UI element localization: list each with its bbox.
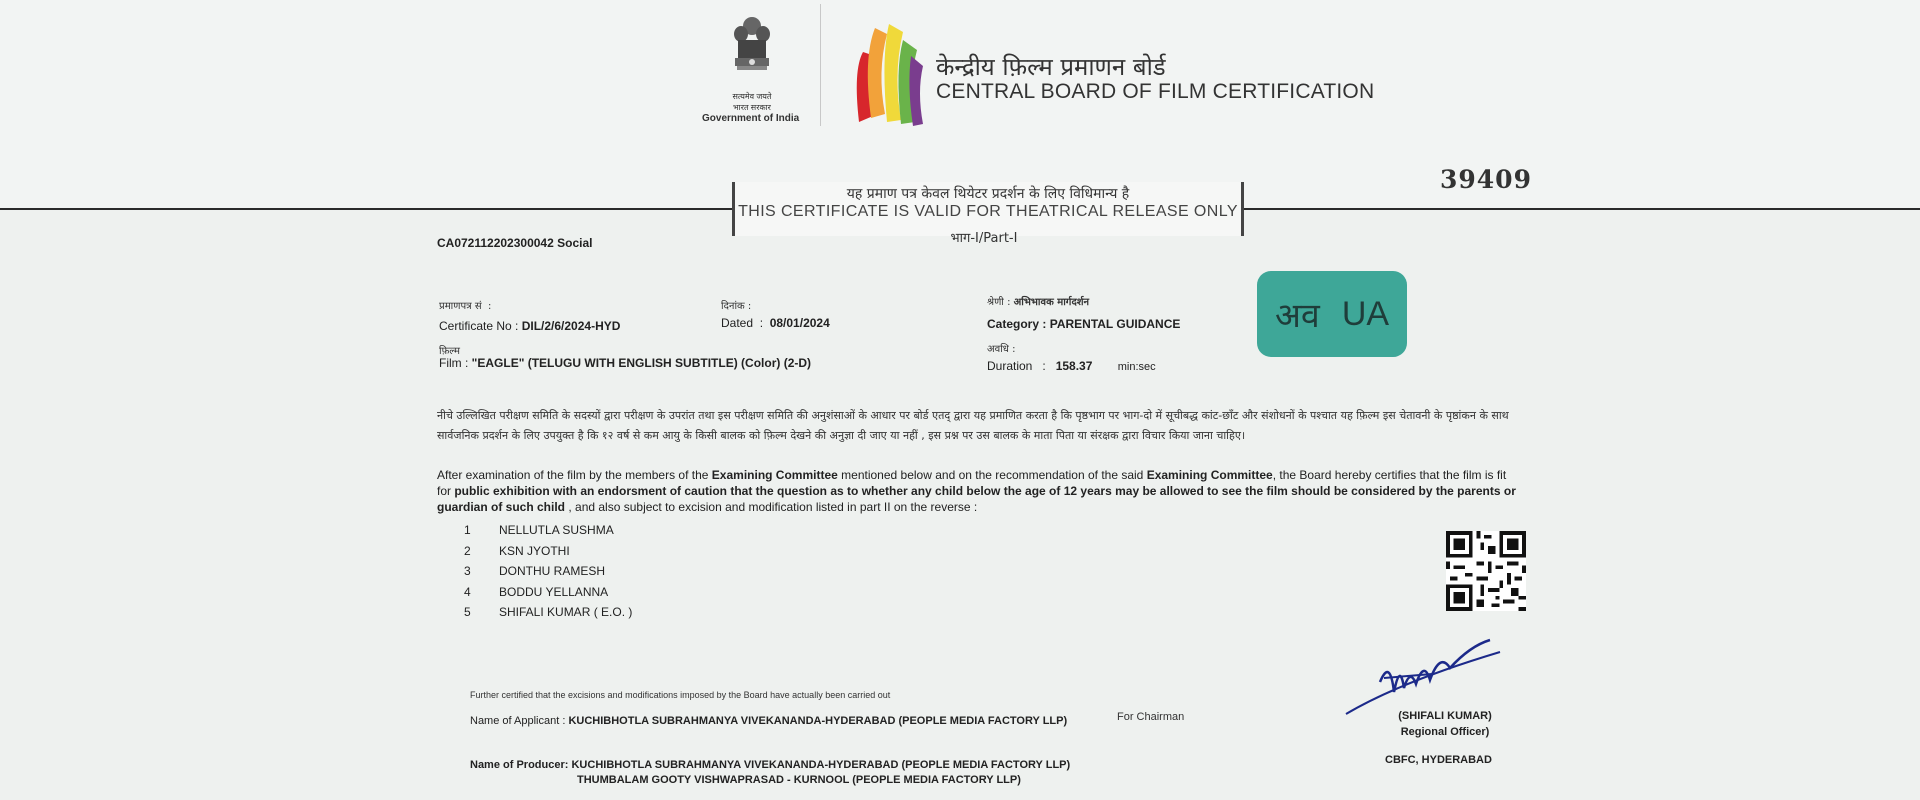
emblem-motto: सत्यमेव जयते [732,92,772,101]
date-hindi-label: दिनांक : [721,301,752,312]
date-value: 08/01/2024 [769,316,830,330]
hindi-certification-text: नीचे उल्लिखित परीक्षण समिति के सदस्यों द्वारा परीक्षण के उपरांत तथा इस परीक्षण समिति की अनुशंसाओं के आधार पर बोर्ड एतद् द्वारा यह प्रमाणित करता है कि पृष्ठभाग पर भाग-दो में सूचीबद्ध कांट-छाँट और संशोधनों के पश्चात यह फ़िल्म इस चेतावनी के पृष्ठांकन के साथ सार्वजनिक प्रदर्शन के लिए उपयुक्त है कि १२ वर्ष से कम आयु के किसी बालक को फ़िल्म देखने की अनुज्ञा दी जाए या नहीं , इस प्रश्न पर उस बालक के माता पिता या संरक्षक द्वारा विचार किया जाना चाहिए। [437,409,1509,442]
board-name-hindi: केन्द्रीय फ़िल्म प्रमाणन बोर्ड [936,53,1166,81]
emblem-bharat: भारत सरकार [733,103,771,112]
qr-code-icon [1446,531,1526,611]
applicant-name: KUCHIBHOTLA SUBRAHMANYA VIVEKANANDA-HYDERABAD (PEOPLE MEDIA FACTORY LLP) [568,715,1068,727]
cert-no-row [439,319,620,333]
duration-value: 158.37 [1055,359,1093,373]
left-rule [0,208,732,210]
cert-no-label: Certificate No : [439,319,519,333]
category-row: Category : PARENTAL GUIDANCE [987,317,1181,331]
film-hindi-label: फ़िल्म [439,346,460,357]
cert-no-value: DIL/2/6/2024-HYD [521,319,621,333]
duration-label: Duration [987,359,1033,373]
validity-hindi: यह प्रमाण पत्र केवल थियेटर प्रदर्शन के लिए विधिमान्य है [846,186,1130,202]
board-name-english: CENTRAL BOARD OF FILM CERTIFICATION [936,80,1375,103]
list-item: 4 BODDU YELLANNA [464,584,609,599]
list-item: 2 KSN JYOTHI [464,543,570,558]
english-certification-text: After examination of the film by the members of the Examining Committee mentioned below and on the recommendation of the said Examining Committee, the Board hereby certifies that the film is fit for public exhibition with an endorsment of caution that the question as to whether any child below the age of 12 years may be allowed to see the film should be considered by the parents or guardian of such child , and also subject to excision and modification listed in part II on the reverse : [437,468,1516,514]
applicant-row [470,715,1067,727]
film-label: Film : [439,356,469,370]
category-hindi-row: श्रेणी : अभिभावक मार्गदर्शन [987,297,1090,308]
category-value: PARENTAL GUIDANCE [1049,317,1181,331]
cbfc-logo-icon [845,10,925,128]
rating-hindi: अव [1274,296,1320,336]
list-item: 5 SHIFALI KUMAR ( E.O. ) [464,605,633,619]
category-hindi-value: अभिभावक मार्गदर्शन [1013,297,1090,308]
officer-block [1360,708,1530,740]
office-location: CBFC, HYDERABAD [1385,754,1492,766]
list-item: 3 DONTHU RAMESH [464,564,606,578]
producer-block [470,758,1070,788]
film-row [439,356,811,370]
producer-name-2: THUMBALAM GOOTY VISHWAPRASAD - KURNOOL (PEOPLE MEDIA FACTORY LLP) [577,774,1021,786]
committee-list [464,523,632,626]
film-title: "EAGLE" (TELUGU WITH ENGLISH SUBTITLE) (Color) (2-D) [471,356,812,370]
date-label: Dated [721,316,754,330]
applicant-label: Name of Applicant : [470,715,566,727]
for-chairman: For Chairman [1117,711,1185,723]
government-of-india: Government of India [702,113,800,124]
cert-no-hindi-label: प्रमाणपत्र सं : [439,301,492,312]
date-row: Dated : 08/01/2024 [721,316,830,330]
header-divider [820,4,821,126]
ashoka-emblem-icon [727,14,777,84]
part-label: भाग-I/Part-I [950,231,1018,246]
producer-name-1: KUCHIBHOTLA SUBRAHMANYA VIVEKANANDA-HYDERABAD (PEOPLE MEDIA FACTORY LLP) [571,759,1071,771]
header-band [0,0,1920,210]
duration-hindi-label: अवधि : [987,344,1016,355]
officer-title: Regional Officer) [1400,726,1490,738]
reference-number: CA072112202300042 Social [437,236,593,250]
validity-english: THIS CERTIFICATE IS VALID FOR THEATRICAL RELEASE ONLY [738,203,1238,220]
producer-label: Name of Producer: [470,759,569,771]
duration-unit: min:sec [1117,361,1156,373]
category-label: Category [987,317,1040,331]
further-certified-text: Further certified that the excisions and modifications imposed by the Board have actually been carried out [470,690,891,700]
duration-row: Duration : 158.37 min:sec [987,359,1156,373]
rating-english: UA [1341,294,1390,333]
right-rule [1238,208,1920,210]
ua-rating-badge [1257,271,1407,357]
state-emblem [702,14,800,124]
list-item: 1 NELLUTLA SUSHMA [464,523,614,537]
certificate-serial: 39409 [1440,165,1532,194]
officer-name: (SHIFALI KUMAR) [1398,710,1492,722]
